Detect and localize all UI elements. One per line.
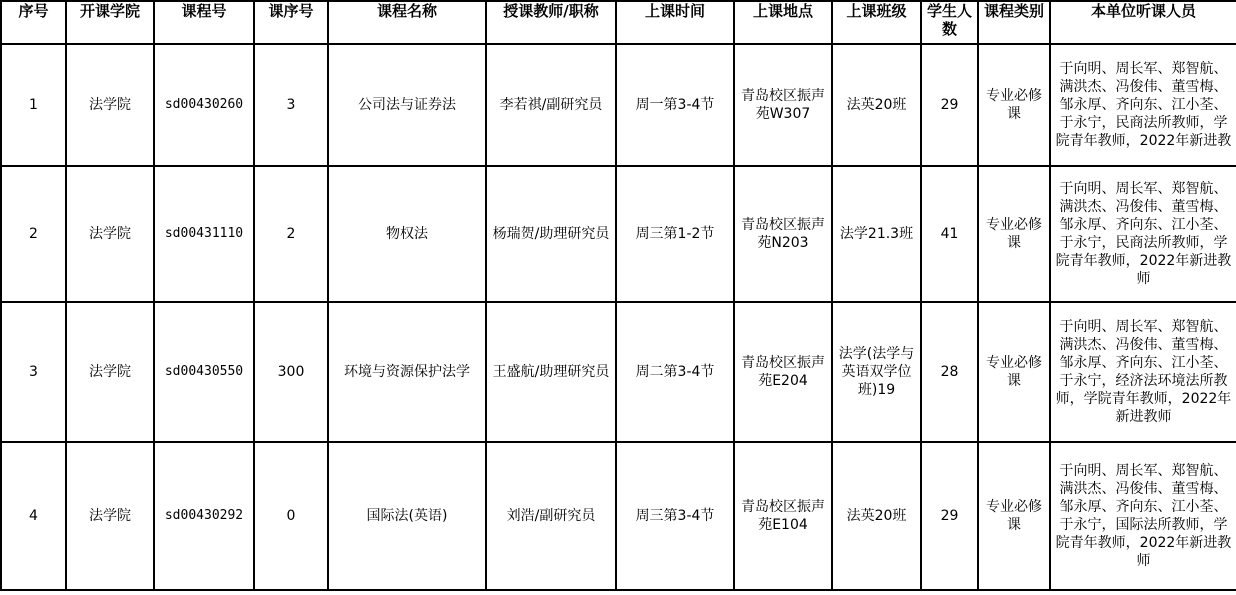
- header-type: 课程类别: [978, 1, 1050, 44]
- cell-seq: 2: [1, 166, 66, 302]
- header-row: [1, 1, 1236, 44]
- cell-auditors: 于向明、周长军、郑智航、满洪杰、冯俊伟、董雪梅、邹永厚、齐向东、江小荃、于永宁，民商法所教师，学院青年教师，2022年新进教: [1050, 44, 1236, 166]
- cell-teacher: 李若祺/副研究员: [486, 44, 616, 166]
- header-college: 开课学院: [66, 1, 154, 44]
- cell-location: 青岛校区振声苑N203: [734, 166, 832, 302]
- header-class: 上课班级: [832, 1, 921, 44]
- cell-location: 青岛校区振声苑W307: [734, 44, 832, 166]
- header-location: 上课地点: [734, 1, 832, 44]
- header-students: 学生人数: [921, 1, 978, 44]
- cell-class: 法英20班: [832, 442, 921, 590]
- cell-time: 周一第3-4节: [616, 44, 734, 166]
- cell-seq: 3: [1, 302, 66, 442]
- header-course-seq: 课序号: [254, 1, 328, 44]
- cell-type: 专业必修课: [978, 44, 1050, 166]
- table-row: [1, 166, 1236, 302]
- cell-students: 28: [921, 302, 978, 442]
- header-seq: 序号: [1, 1, 66, 44]
- cell-students: 41: [921, 166, 978, 302]
- cell-teacher: 王盛航/助理研究员: [486, 302, 616, 442]
- cell-teacher: 杨瑞贺/助理研究员: [486, 166, 616, 302]
- cell-course-no: sd00430550: [154, 302, 254, 442]
- header-course-no: 课程号: [154, 1, 254, 44]
- cell-auditors: 于向明、周长军、郑智航、满洪杰、冯俊伟、董雪梅、邹永厚、齐向东、江小荃、于永宁，民商法所教师，学院青年教师，2022年新进教师: [1050, 166, 1236, 302]
- cell-course-name: 物权法: [328, 166, 486, 302]
- cell-location: 青岛校区振声苑E104: [734, 442, 832, 590]
- cell-type: 专业必修课: [978, 442, 1050, 590]
- cell-time: 周三第1-2节: [616, 166, 734, 302]
- cell-course-seq: 3: [254, 44, 328, 166]
- cell-class: 法学(法学与英语双学位班)19: [832, 302, 921, 442]
- cell-auditors: 于向明、周长军、郑智航、满洪杰、冯俊伟、董雪梅、邹永厚、齐向东、江小荃、于永宁，国际法所教师，学院青年教师，2022年新进教师: [1050, 442, 1236, 590]
- cell-course-name: 环境与资源保护法学: [328, 302, 486, 442]
- cell-course-no: sd00431110: [154, 166, 254, 302]
- cell-course-seq: 0: [254, 442, 328, 590]
- cell-course-name: 公司法与证券法: [328, 44, 486, 166]
- cell-course-name: 国际法(英语): [328, 442, 486, 590]
- cell-teacher: 刘浩/副研究员: [486, 442, 616, 590]
- header-time: 上课时间: [616, 1, 734, 44]
- table-row: [1, 302, 1236, 442]
- header-auditors: 本单位听课人员: [1050, 1, 1236, 44]
- cell-course-seq: 2: [254, 166, 328, 302]
- cell-auditors: 于向明、周长军、郑智航、满洪杰、冯俊伟、董雪梅、邹永厚、齐向东、江小荃、于永宁，经济法环境法所教师，学院青年教师，2022年新进教师: [1050, 302, 1236, 442]
- table-row: [1, 44, 1236, 166]
- cell-college: 法学院: [66, 166, 154, 302]
- cell-type: 专业必修课: [978, 302, 1050, 442]
- cell-class: 法英20班: [832, 44, 921, 166]
- header-course-name: 课程名称: [328, 1, 486, 44]
- cell-students: 29: [921, 44, 978, 166]
- cell-seq: 1: [1, 44, 66, 166]
- cell-college: 法学院: [66, 44, 154, 166]
- cell-location: 青岛校区振声苑E204: [734, 302, 832, 442]
- cell-students: 29: [921, 442, 978, 590]
- cell-course-no: sd00430260: [154, 44, 254, 166]
- cell-seq: 4: [1, 442, 66, 590]
- table-row: [1, 442, 1236, 590]
- cell-course-seq: 300: [254, 302, 328, 442]
- cell-type: 专业必修课: [978, 166, 1050, 302]
- header-teacher: 授课教师/职称: [486, 1, 616, 44]
- cell-class: 法学21.3班: [832, 166, 921, 302]
- cell-college: 法学院: [66, 302, 154, 442]
- cell-time: 周三第3-4节: [616, 442, 734, 590]
- cell-time: 周二第3-4节: [616, 302, 734, 442]
- cell-college: 法学院: [66, 442, 154, 590]
- cell-course-no: sd00430292: [154, 442, 254, 590]
